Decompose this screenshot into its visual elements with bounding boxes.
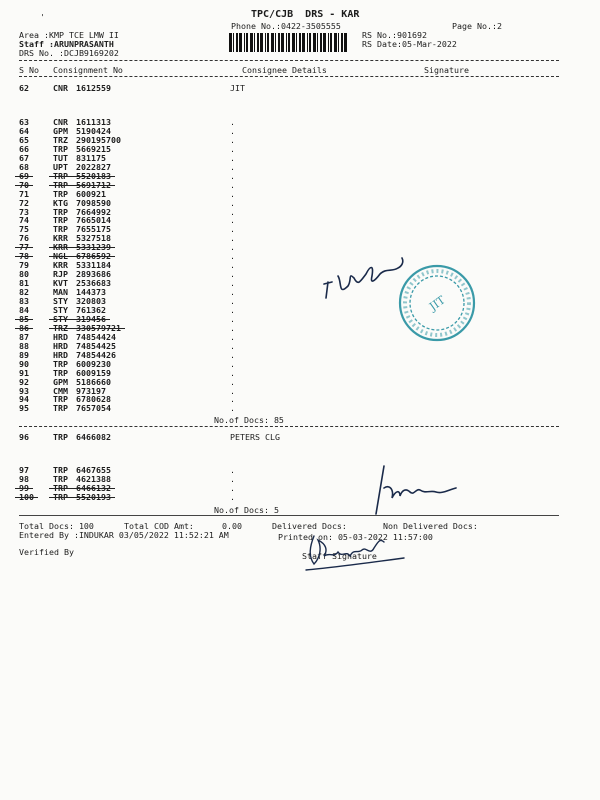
row-code: TRP [53, 403, 68, 414]
row-number: 761362 [76, 304, 106, 315]
row-code: GPM [53, 125, 68, 136]
column-header-consignment: Consignment No [53, 65, 123, 75]
row-number: 5186660 [76, 376, 111, 387]
row-sno: 63 [19, 117, 29, 127]
row-code: TRP [53, 358, 68, 369]
row-consignee: . [230, 394, 235, 405]
row-number: 6009159 [76, 367, 111, 378]
delivered-docs: Delivered Docs: [272, 521, 347, 531]
group1-sno: 62 [19, 83, 29, 93]
row-number: 1611313 [76, 117, 111, 127]
row-number: 5520193 [76, 491, 111, 502]
row-sno: 72 [19, 197, 29, 208]
barcode-bar [299, 33, 301, 52]
row-sno: 76 [19, 233, 29, 244]
barcode-bar [344, 33, 347, 52]
row-sno: 91 [19, 367, 29, 378]
divider [19, 515, 559, 516]
row-code: TRP [53, 394, 68, 405]
row-code: STY [53, 296, 68, 306]
row-sno: 78 [19, 251, 29, 262]
row-sno: 84 [19, 304, 29, 315]
row-code: STY [53, 313, 68, 324]
row-number: 74854424 [76, 331, 116, 342]
row-consignee: . [230, 161, 235, 172]
row-sno: 69 [19, 170, 29, 181]
row-sno: 98 [19, 473, 29, 484]
row-consignee: . [230, 269, 235, 280]
row-consignee: . [230, 313, 235, 324]
row-number: 5520183 [76, 170, 111, 181]
row-code: KRR [53, 242, 68, 253]
row-consignee: . [230, 403, 235, 414]
group1-doc-count: No.of Docs: 85 [214, 415, 284, 425]
barcode-bar [313, 33, 316, 52]
row-number: 6780628 [76, 394, 111, 405]
barcode-bar [341, 33, 343, 52]
row-consignee: . [230, 278, 235, 289]
area-field: Area :KMP TCE LMW II [19, 30, 119, 40]
row-consignee: . [230, 224, 235, 235]
barcode-bar [292, 33, 295, 52]
row-sno: 75 [19, 224, 29, 235]
row-consignee: . [230, 465, 235, 475]
row-number: 6009230 [76, 358, 111, 369]
row-sno: 87 [19, 331, 29, 342]
row-sno: 90 [19, 358, 29, 369]
row-code: TRP [53, 473, 68, 484]
row-number: 330579721 [76, 322, 121, 333]
row-code: TRP [53, 179, 68, 190]
barcode-bar [330, 33, 332, 52]
row-code: TRP [53, 215, 68, 226]
row-number: 6786592 [76, 251, 111, 262]
row-sno: 89 [19, 349, 29, 360]
row-code: TRP [53, 170, 68, 181]
row-number: 831175 [76, 152, 106, 163]
row-code: GPM [53, 376, 68, 387]
barcode-bar [267, 33, 269, 52]
barcode-bar [229, 33, 232, 52]
jit-stamp [396, 262, 478, 344]
row-code: TRP [53, 367, 68, 378]
barcode-bar [254, 33, 255, 52]
non-delivered-docs: Non Delivered Docs: [383, 521, 478, 531]
row-consignee: . [230, 117, 235, 127]
report-title: TPC/CJB DRS - KAR [251, 9, 360, 20]
group2-sno: 96 [19, 432, 29, 442]
barcode-bar [334, 33, 337, 52]
row-consignee: . [230, 304, 235, 315]
row-sno: 99 [19, 482, 29, 493]
barcode-bar [323, 33, 326, 52]
row-consignee: . [230, 473, 235, 484]
staff-signature-label: Staff Signature [302, 551, 377, 561]
row-number: 2536683 [76, 278, 111, 289]
row-consignee: . [230, 331, 235, 342]
row-sno: 83 [19, 296, 29, 306]
row-code: NGL [53, 251, 68, 262]
row-number: 290195700 [76, 134, 121, 145]
total-docs: Total Docs: 100 [19, 521, 94, 531]
row-sno: 66 [19, 143, 29, 154]
row-sno: 94 [19, 394, 29, 405]
row-code: MAN [53, 287, 68, 298]
page-number: Page No.:2 [452, 21, 502, 31]
row-number: 5331184 [76, 260, 111, 271]
row-consignee: . [230, 179, 235, 190]
divider [19, 76, 559, 77]
row-number: 5331239 [76, 242, 111, 253]
row-code: KRR [53, 233, 68, 244]
barcode-bar [239, 33, 242, 52]
barcode-bar [288, 33, 290, 52]
row-code: TRP [53, 188, 68, 199]
row-sno: 65 [19, 134, 29, 145]
row-sno: 88 [19, 340, 29, 351]
row-consignee: . [230, 260, 235, 271]
row-sno: 71 [19, 188, 29, 199]
row-number: 7665014 [76, 215, 111, 226]
column-header-signature: Signature [424, 65, 469, 75]
row-code: TRP [53, 482, 68, 493]
divider [19, 60, 559, 61]
row-consignee: . [230, 143, 235, 154]
row-number: 144373 [76, 287, 106, 298]
barcode-bar [281, 33, 284, 52]
barcode-bar [307, 33, 308, 52]
phone-number: Phone No.:0422-3505555 [231, 21, 341, 31]
total-cod-label: Total COD Amt: [124, 521, 194, 531]
group1-consignee: JIT [230, 83, 245, 93]
stamp-initials: JIT [426, 293, 448, 314]
row-consignee: . [230, 152, 235, 163]
row-code: TRP [53, 491, 68, 502]
row-consignee: . [230, 125, 235, 136]
barcode-bar [278, 33, 280, 52]
group1-code: CNR [53, 83, 68, 93]
row-sno: 93 [19, 385, 29, 396]
row-number: 600921 [76, 188, 106, 199]
row-number: 5327518 [76, 233, 111, 244]
row-consignee: . [230, 215, 235, 226]
row-consignee: . [230, 322, 235, 333]
row-code: STY [53, 304, 68, 315]
row-code: HRD [53, 340, 68, 351]
row-code: HRD [53, 331, 68, 342]
barcode-bar [302, 33, 305, 52]
verified-by: Verified By [19, 547, 74, 557]
row-number: 320803 [76, 296, 106, 306]
group2-doc-count: No.of Docs: 5 [214, 505, 279, 515]
row-number: 74854425 [76, 340, 116, 351]
row-code: TRZ [53, 134, 68, 145]
row-code: TRP [53, 143, 68, 154]
group2-consignee: PETERS CLG [230, 432, 280, 442]
row-number: 6466132 [76, 482, 111, 493]
row-sno: 97 [19, 465, 29, 475]
row-code: RJP [53, 269, 68, 280]
drs-number: DRS No. :DCJB9169202 [19, 48, 119, 58]
group2-code: TRP [53, 432, 68, 442]
row-consignee: . [230, 287, 235, 298]
barcode-bar [328, 33, 329, 52]
row-consignee: . [230, 188, 235, 199]
row-consignee: . [230, 340, 235, 351]
row-sno: 82 [19, 287, 29, 298]
row-code: TRP [53, 206, 68, 217]
row-number: 7664992 [76, 206, 111, 217]
barcode-bar [265, 33, 266, 52]
barcode-bar [246, 33, 248, 52]
row-code: KTG [53, 197, 68, 208]
barcode-bar [296, 33, 297, 52]
row-consignee: . [230, 385, 235, 396]
column-header-consignee: Consignee Details [242, 65, 327, 75]
row-consignee: . [230, 349, 235, 360]
handwritten-signature-2 [370, 460, 465, 520]
row-number: 7655175 [76, 224, 111, 235]
row-code: TRP [53, 224, 68, 235]
row-number: 2022827 [76, 161, 111, 172]
row-sno: 86 [19, 322, 29, 333]
group1-number: 1612559 [76, 83, 111, 93]
row-consignee: . [230, 134, 235, 145]
row-number: 4621388 [76, 473, 111, 484]
barcode-bar [250, 33, 253, 52]
total-cod-value: 0.00 [222, 521, 242, 531]
row-consignee: . [230, 170, 235, 181]
row-sno: 73 [19, 206, 29, 217]
barcode-bar [320, 33, 322, 52]
row-number: 7657054 [76, 403, 111, 414]
header-mark: ' [40, 12, 45, 22]
barcode-bar [236, 33, 238, 52]
rs-date: RS Date:05-Mar-2022 [362, 39, 457, 49]
row-sno: 68 [19, 161, 29, 172]
row-consignee: . [230, 233, 235, 244]
row-code: KRR [53, 260, 68, 271]
rs-number: RS No.:901692 [362, 30, 427, 40]
row-number: 5190424 [76, 125, 111, 136]
row-consignee: . [230, 251, 235, 262]
row-number: 5691712 [76, 179, 111, 190]
row-number: 74854426 [76, 349, 116, 360]
row-sno: 80 [19, 269, 29, 280]
barcode-bar [257, 33, 259, 52]
row-number: 973197 [76, 385, 106, 396]
handwritten-signature-3 [300, 528, 410, 576]
barcode-bar [317, 33, 318, 52]
row-sno: 100 [19, 491, 34, 502]
barcode [229, 33, 351, 52]
row-number: 319456 [76, 313, 106, 324]
row-code: HRD [53, 349, 68, 360]
row-code: TUT [53, 152, 68, 163]
row-code: TRP [53, 465, 68, 475]
row-sno: 64 [19, 125, 29, 136]
divider [19, 426, 559, 427]
row-sno: 81 [19, 278, 29, 289]
row-code: KVT [53, 278, 68, 289]
row-code: UPT [53, 161, 68, 172]
printed-on: Printed on: 05-03-2022 11:57:00 [278, 532, 433, 542]
row-code: CMM [53, 385, 68, 396]
staff-field: Staff :ARUNPRASANTH [19, 39, 114, 49]
row-sno: 67 [19, 152, 29, 163]
barcode-bar [271, 33, 274, 52]
row-number: 6467655 [76, 465, 111, 475]
row-consignee: . [230, 242, 235, 253]
barcode-bar [338, 33, 339, 52]
entered-by: Entered By :INDUKAR 03/05/2022 11:52:21 AM [19, 530, 229, 540]
row-consignee: . [230, 197, 235, 208]
row-consignee: . [230, 482, 235, 493]
row-consignee: . [230, 367, 235, 378]
row-sno: 70 [19, 179, 29, 190]
row-sno: 79 [19, 260, 29, 271]
row-number: 2893686 [76, 269, 111, 280]
row-consignee: . [230, 358, 235, 369]
barcode-bar [244, 33, 245, 52]
row-consignee: . [230, 206, 235, 217]
barcode-bar [286, 33, 287, 52]
row-number: 5669215 [76, 143, 111, 154]
row-code: TRZ [53, 322, 68, 333]
row-consignee: . [230, 491, 235, 502]
column-header-sno: S No [19, 65, 39, 75]
barcode-bar [275, 33, 276, 52]
row-code: CNR [53, 117, 68, 127]
group2-number: 6466082 [76, 432, 111, 442]
row-sno: 92 [19, 376, 29, 387]
barcode-bar [233, 33, 234, 52]
row-consignee: . [230, 376, 235, 387]
row-sno: 74 [19, 215, 29, 226]
row-number: 7098590 [76, 197, 111, 208]
barcode-bar [260, 33, 263, 52]
row-sno: 85 [19, 313, 29, 324]
row-consignee: . [230, 296, 235, 306]
row-sno: 77 [19, 242, 29, 253]
row-sno: 95 [19, 403, 29, 414]
barcode-bar [309, 33, 311, 52]
